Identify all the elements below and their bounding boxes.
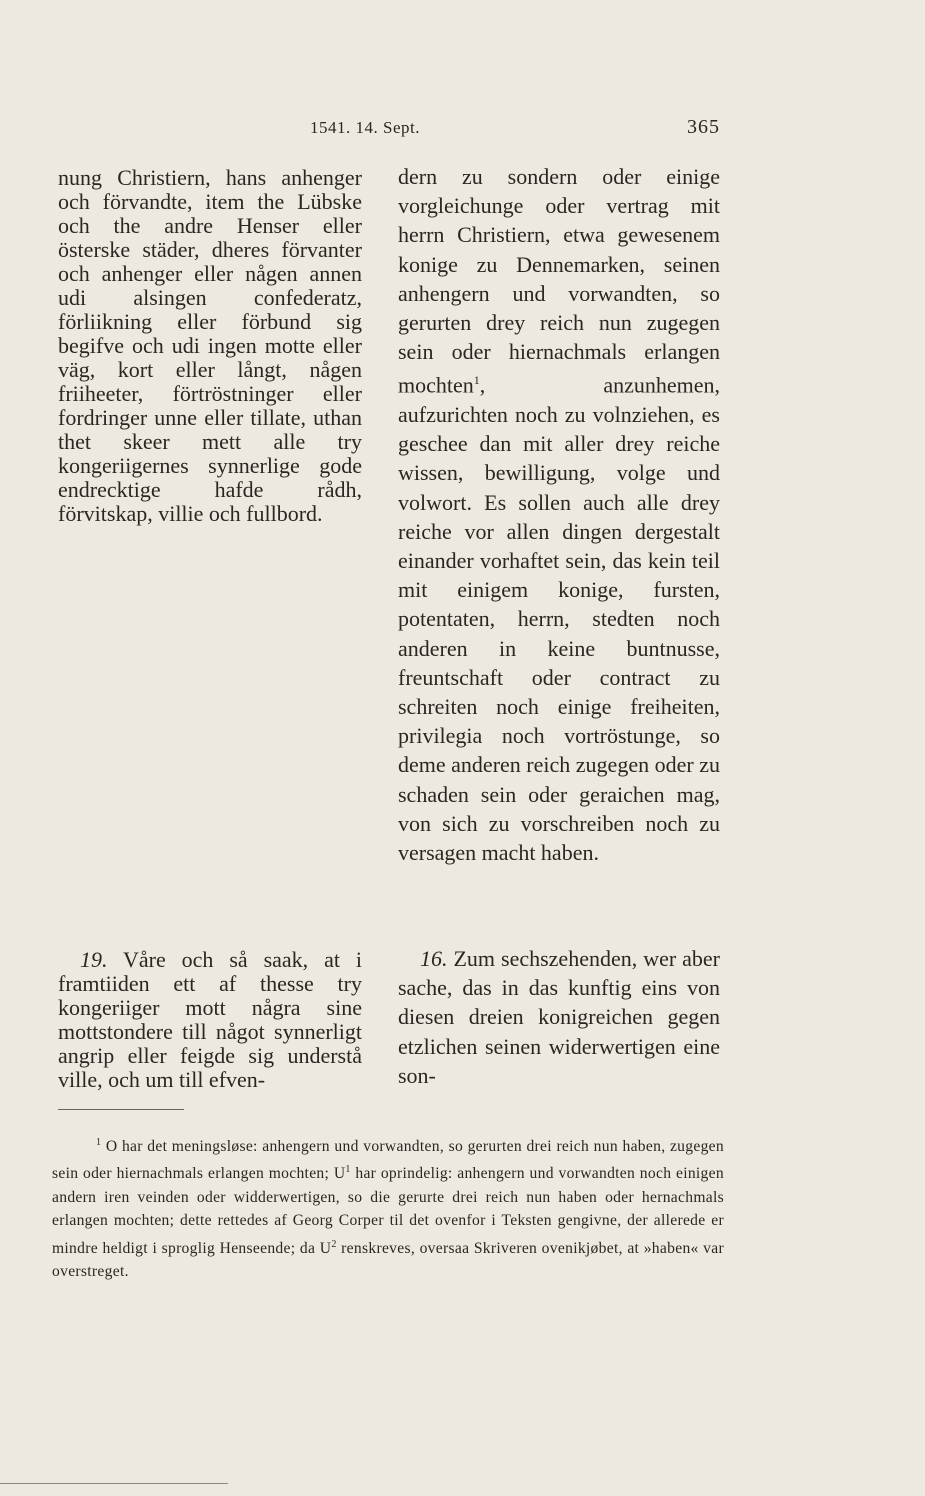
right-column-section (398, 944, 720, 1090)
german-text-before-note: dern zu sondern oder einige vorgleichunge oder vertrag mit herrn Christiern, etwa gewesenem konige zu Dennemarken, seinen anhengern und vorwandten, so gerurten drey reich nun zugegen sein oder hiernachmals erlangen mochten (398, 164, 720, 398)
footnote-number: 1 (96, 1137, 102, 1148)
footnote (52, 1131, 724, 1283)
header-date: 1541. 14. Sept. (310, 118, 420, 137)
section-text: Zum sechszehenden, wer aber sache, das in das kunftig eins von diesen dreien konigreichen gegen etzlichen seinen widerwertigen eine son- (398, 946, 720, 1088)
footnote-divider (58, 1109, 184, 1110)
left-column-top (58, 166, 362, 526)
section-number: 19. (80, 947, 108, 972)
left-column-section (58, 948, 362, 1092)
footnote-sup-1: 1 (345, 1164, 351, 1176)
footnote-text-2: har oprindelig: anhengern und vorwandten noch einigen andern iren veinden oder widderwertigen, so die gerurte drei reich nun haben oder hernachmals erlangen mochten; dette rettedes af Georg Corper til det ovenfor i Teksten gengivne, der allerede er mindre heldigt i sproglig Henseende; da U (52, 1165, 724, 1257)
german-text-after-note: , anzunhemen, aufzurichten noch zu volnziehen, es geschee dan mit aller drey reiche wissen, bewilligung, volge und volwort. Es sollen auch alle drey reiche vor allen dingen dergestalt einander vorhaftet sein, das kein teil mit einigem konige, fursten, potentaten, herrn, stedten noch anderen in keine buntnusse, freuntschaft oder contract zu schreiten noch einige freiheiten, privilegia noch vortröstunge, so deme anderen reich zugegen oder zu schaden sein oder geraichen mag, von sich zu vorschreiben noch zu versagen macht haben. (398, 372, 720, 865)
footnote-marker: 1 (473, 373, 480, 388)
footnote-text-1: O har det meningsløse: anhengern und vorwandten, so gerurten drei reich nun haben, zugegen sein oder hiernachmals erlangen mochten; U (52, 1138, 724, 1183)
swedish-text-paragraph: nung Christiern, hans anhenger och förvandte, item the Lübske och the andre Henser eller österske städer, dheres förvanter och anhenger eller någen annen udi alsingen confederatz, förliikning eller förbund sig begifve och udi ingen motte eller väg, kort eller långt, någen friiheeter, förtröstninger eller fordringer unne eller tillate, uthan thet skeer mett alle try kongeriigernes synnerlige gode endrecktige hafde rådh, förvitskap, villie och fullbord. (58, 165, 362, 526)
section-text: Våre och så saak, at i framtiiden ett af thesse try kongeriiger mott några sine mottstondere till något synnerligt angrip eller feigde sig understå ville, och um till efven- (58, 947, 362, 1092)
german-section-16 (398, 944, 720, 1090)
right-column-top (398, 162, 720, 867)
footnote-paragraph (52, 1131, 724, 1283)
section-number: 16. (420, 946, 448, 971)
footnote-sup-2: 2 (331, 1238, 337, 1250)
swedish-section-19 (58, 948, 362, 1092)
page-edge-line (0, 1483, 228, 1484)
page-number: 365 (687, 116, 720, 138)
footnote-text-3: renskreves, oversaa Skriveren ovenikjøbet, at »haben« var overstreget. (52, 1239, 724, 1281)
german-text-paragraph (398, 162, 720, 867)
